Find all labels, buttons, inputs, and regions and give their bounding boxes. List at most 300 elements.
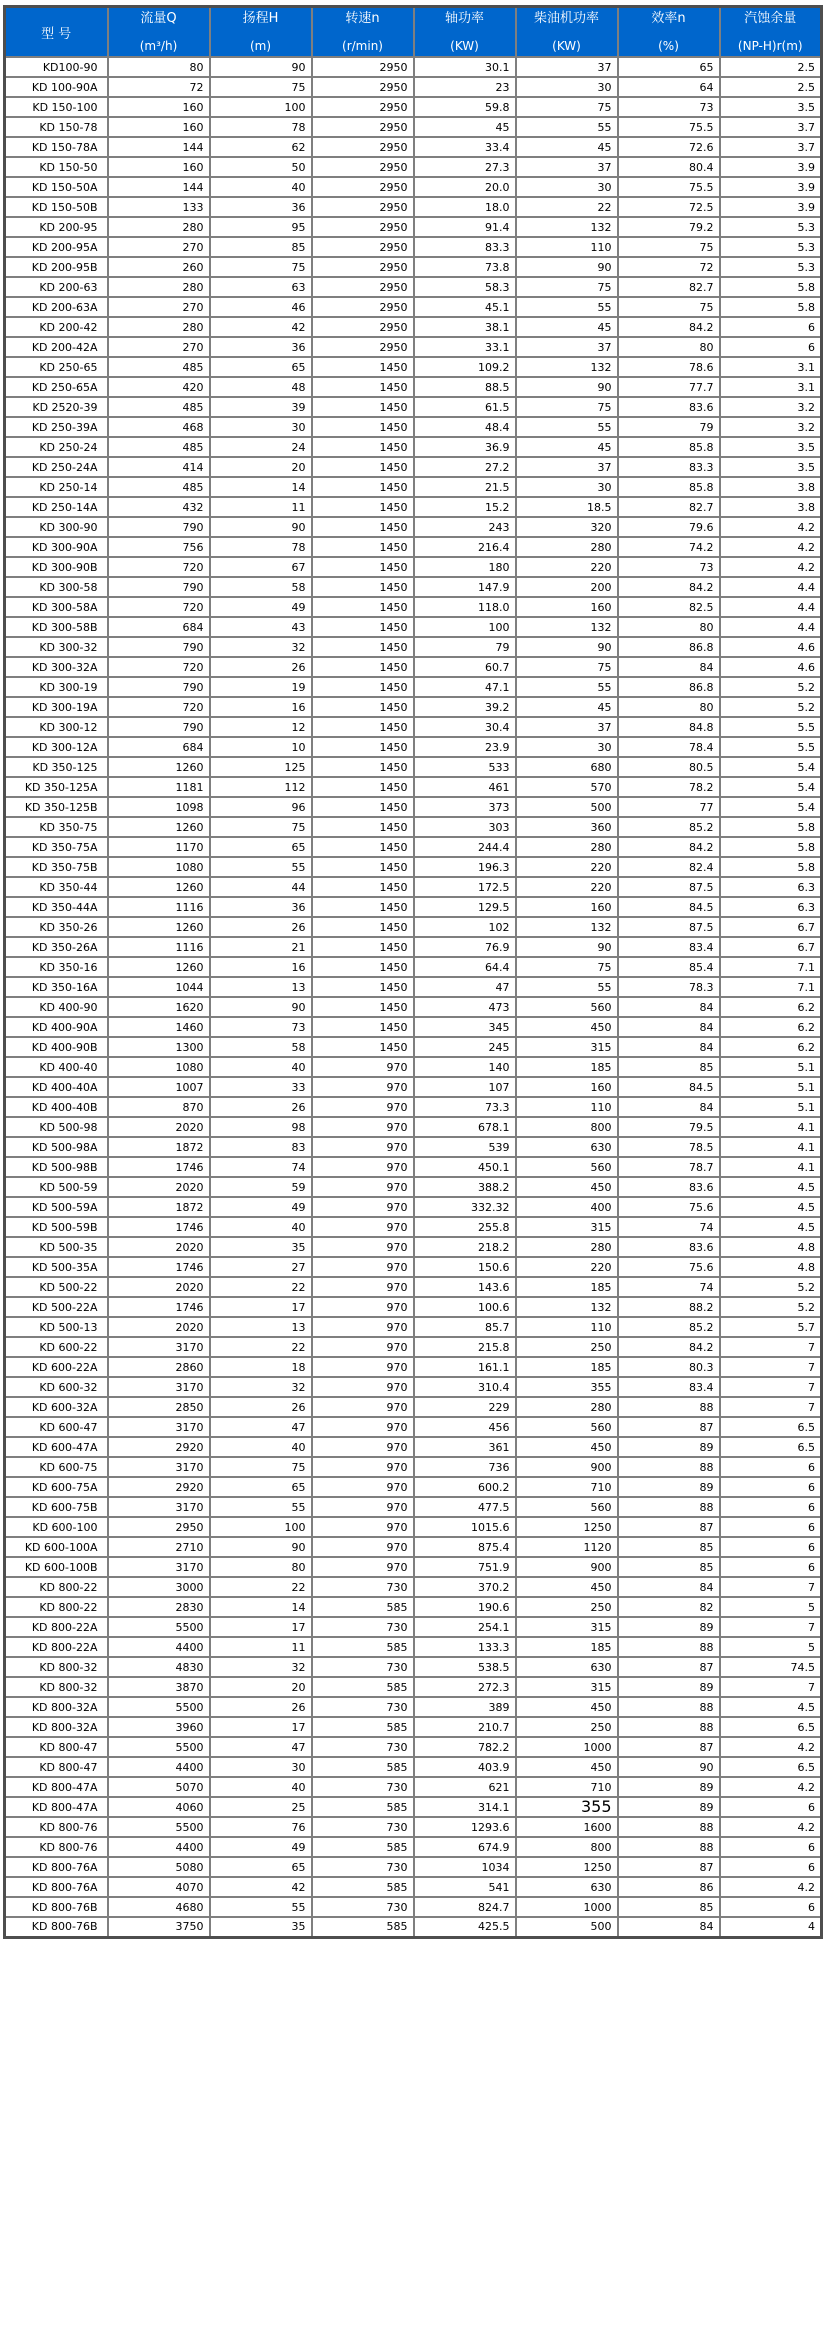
value-cell: 16 [210,957,312,977]
model-cell: KD 350-75 [5,817,108,837]
value-cell: 132 [516,357,618,377]
value-cell: 78.6 [618,357,720,377]
value-cell: 79.2 [618,217,720,237]
table-row [5,277,822,297]
value-cell: 730 [312,1777,414,1797]
value-cell: 77.7 [618,377,720,397]
value-cell: 64.4 [414,957,516,977]
table-row [5,1757,822,1777]
column-header-diesel-power-label: 柴油机功率 [533,11,599,26]
value-cell: 90 [618,1757,720,1777]
table-row [5,1777,822,1797]
value-cell: 6.5 [720,1717,822,1737]
value-cell: 970 [312,1317,414,1337]
value-cell: 1600 [516,1817,618,1837]
table-row [5,137,822,157]
value-cell: 30 [516,177,618,197]
value-cell: 74.2 [618,537,720,557]
value-cell: 420 [108,377,210,397]
value-cell: 6.2 [720,1037,822,1057]
model-cell: KD 300-90 [5,517,108,537]
model-cell: KD 800-47 [5,1737,108,1757]
value-cell: 83.3 [618,457,720,477]
column-header-shaft-power-unit: (KW) [450,39,479,53]
value-cell: 970 [312,1437,414,1457]
value-cell: 55 [210,857,312,877]
table-row [5,377,822,397]
value-cell: 1450 [312,377,414,397]
value-cell: 1872 [108,1137,210,1157]
table-row [5,697,822,717]
value-cell: 1450 [312,737,414,757]
table-row [5,1077,822,1097]
value-cell: 45 [414,117,516,137]
value-cell: 74 [618,1277,720,1297]
model-cell: KD 600-100B [5,1557,108,1577]
value-cell: 7 [720,1357,822,1377]
value-cell: 4.2 [720,1737,822,1757]
table-row [5,1337,822,1357]
value-cell: 86.8 [618,677,720,697]
value-cell: 90 [210,517,312,537]
model-cell: KD 800-47 [5,1757,108,1777]
value-cell: 40 [210,1437,312,1457]
model-cell: KD 300-32A [5,657,108,677]
value-cell: 87.5 [618,917,720,937]
value-cell: 800 [516,1837,618,1857]
value-cell: 30.4 [414,717,516,737]
value-cell: 720 [108,597,210,617]
value-cell: 539 [414,1137,516,1157]
value-cell: 3.5 [720,97,822,117]
value-cell: 140 [414,1057,516,1077]
value-cell: 83.4 [618,1377,720,1397]
value-cell: 88 [618,1457,720,1477]
value-cell: 4830 [108,1657,210,1677]
value-cell: 970 [312,1297,414,1317]
table-row [5,517,822,537]
value-cell: 970 [312,1137,414,1157]
value-cell: 5 [720,1637,822,1657]
column-header-flow-label: 流量Q [140,11,177,26]
value-cell: 47 [414,977,516,997]
value-cell: 5 [720,1597,822,1617]
value-cell: 730 [312,1657,414,1677]
value-cell: 5500 [108,1737,210,1757]
model-cell: KD 800-76B [5,1917,108,1937]
value-cell: 75 [516,957,618,977]
value-cell: 389 [414,1697,516,1717]
value-cell: 1450 [312,717,414,737]
value-cell: 1450 [312,797,414,817]
value-cell: 361 [414,1437,516,1457]
model-cell: KD 300-90B [5,557,108,577]
value-cell: 84 [618,657,720,677]
value-cell: 1181 [108,777,210,797]
value-cell: 43 [210,617,312,637]
value-cell: 1450 [312,937,414,957]
table-row [5,337,822,357]
value-cell: 250 [516,1717,618,1737]
value-cell: 6.5 [720,1757,822,1777]
value-cell: 218.2 [414,1237,516,1257]
value-cell: 3170 [108,1497,210,1517]
column-header-shaft-power-label: 轴功率 [444,11,484,26]
value-cell: 5500 [108,1817,210,1837]
value-cell: 36 [210,337,312,357]
value-cell: 100 [210,97,312,117]
value-cell: 30 [210,417,312,437]
value-cell: 73.8 [414,257,516,277]
value-cell: 85.8 [618,477,720,497]
value-cell: 4.5 [720,1197,822,1217]
value-cell: 2020 [108,1317,210,1337]
value-cell: 621 [414,1777,516,1797]
model-cell: KD 800-32A [5,1717,108,1737]
model-cell: KD 300-12A [5,737,108,757]
value-cell: 790 [108,717,210,737]
value-cell: 160 [108,117,210,137]
value-cell: 970 [312,1097,414,1117]
value-cell: 5.4 [720,757,822,777]
value-cell: 6 [720,1797,822,1817]
value-cell: 96 [210,797,312,817]
value-cell: 75 [618,297,720,317]
value-cell: 560 [516,997,618,1017]
value-cell: 160 [516,1077,618,1097]
value-cell: 585 [312,1917,414,1937]
value-cell: 4.2 [720,1817,822,1837]
value-cell: 110 [516,1097,618,1117]
value-cell: 90 [210,1537,312,1557]
table-row [5,1657,822,1677]
value-cell: 3.2 [720,417,822,437]
value-cell: 229 [414,1397,516,1417]
model-cell: KD 800-76A [5,1877,108,1897]
value-cell: 72.5 [618,197,720,217]
model-cell: KD 800-76A [5,1857,108,1877]
model-cell: KD 600-100 [5,1517,108,1537]
value-cell: 133.3 [414,1637,516,1657]
value-cell: 1044 [108,977,210,997]
value-cell: 5070 [108,1777,210,1797]
value-cell: 78.5 [618,1137,720,1157]
value-cell: 1260 [108,757,210,777]
value-cell: 84 [618,1097,720,1117]
table-row [5,1137,822,1157]
value-cell: 59.8 [414,97,516,117]
value-cell: 85.8 [618,437,720,457]
value-cell: 4.8 [720,1257,822,1277]
value-cell: 83.6 [618,1177,720,1197]
model-cell: KD 300-58 [5,577,108,597]
value-cell: 630 [516,1877,618,1897]
value-cell: 710 [516,1777,618,1797]
value-cell: 254.1 [414,1617,516,1637]
value-cell: 360 [516,817,618,837]
column-header-model [5,7,108,58]
value-cell: 85.2 [618,1317,720,1337]
value-cell: 6 [720,317,822,337]
table-row [5,1877,822,1897]
model-cell: KD 350-125A [5,777,108,797]
model-cell: KD 250-65 [5,357,108,377]
value-cell: 80 [618,337,720,357]
value-cell: 17 [210,1617,312,1637]
value-cell: 23.9 [414,737,516,757]
value-cell: 970 [312,1517,414,1537]
value-cell: 61.5 [414,397,516,417]
value-cell: 2020 [108,1237,210,1257]
value-cell: 5.8 [720,857,822,877]
value-cell: 1450 [312,857,414,877]
value-cell: 1450 [312,517,414,537]
model-cell: KD 250-24 [5,437,108,457]
value-cell: 22 [210,1337,312,1357]
value-cell: 280 [516,537,618,557]
value-cell: 75 [516,657,618,677]
value-cell: 46 [210,297,312,317]
value-cell: 720 [108,557,210,577]
value-cell: 1450 [312,557,414,577]
value-cell: 1250 [516,1517,618,1537]
value-cell: 684 [108,737,210,757]
table-row [5,357,822,377]
value-cell: 270 [108,337,210,357]
value-cell: 4 [720,1917,822,1937]
value-cell: 2920 [108,1437,210,1457]
value-cell: 109.2 [414,357,516,377]
value-cell: 730 [312,1617,414,1637]
value-cell: 450 [516,1437,618,1457]
value-cell: 403.9 [414,1757,516,1777]
value-cell: 83.6 [618,397,720,417]
value-cell: 730 [312,1857,414,1877]
table-row [5,117,822,137]
value-cell: 36 [210,897,312,917]
value-cell: 7 [720,1337,822,1357]
value-cell: 6.5 [720,1437,822,1457]
value-cell: 1450 [312,697,414,717]
value-cell: 3.9 [720,197,822,217]
table-row [5,1377,822,1397]
value-cell: 585 [312,1797,414,1817]
value-cell: 560 [516,1497,618,1517]
value-cell: 33 [210,1077,312,1097]
value-cell: 82.7 [618,497,720,517]
model-cell: KD 800-22 [5,1577,108,1597]
value-cell: 2020 [108,1117,210,1137]
value-cell: 485 [108,397,210,417]
value-cell: 5.1 [720,1097,822,1117]
value-cell: 245 [414,1037,516,1057]
value-cell: 970 [312,1557,414,1577]
table-row [5,1217,822,1237]
value-cell: 3750 [108,1917,210,1937]
value-cell: 80.3 [618,1357,720,1377]
value-cell: 4060 [108,1797,210,1817]
value-cell: 40 [210,1217,312,1237]
value-cell: 80.5 [618,757,720,777]
value-cell: 970 [312,1257,414,1277]
table-row [5,1397,822,1417]
value-cell: 2.5 [720,77,822,97]
value-cell: 1034 [414,1857,516,1877]
value-cell: 3960 [108,1717,210,1737]
value-cell: 1460 [108,1017,210,1037]
value-cell: 630 [516,1137,618,1157]
value-cell: 55 [516,117,618,137]
value-cell: 533 [414,757,516,777]
model-cell: KD 300-58B [5,617,108,637]
value-cell: 21.5 [414,477,516,497]
table-row [5,1857,822,1877]
table-row [5,1017,822,1037]
column-header-flow [108,7,210,58]
value-cell: 538.5 [414,1657,516,1677]
model-cell: KD 600-32A [5,1397,108,1417]
value-cell: 83 [210,1137,312,1157]
value-cell: 1450 [312,437,414,457]
value-cell: 47 [210,1417,312,1437]
value-cell: 82.7 [618,277,720,297]
value-cell: 3170 [108,1417,210,1437]
value-cell: 65 [210,357,312,377]
value-cell: 6 [720,1857,822,1877]
value-cell: 49 [210,1197,312,1217]
column-header-shaft-power [414,7,516,58]
model-cell: KD 300-19A [5,697,108,717]
value-cell: 1116 [108,937,210,957]
value-cell: 45 [516,697,618,717]
table-row [5,257,822,277]
value-cell: 75 [516,277,618,297]
value-cell: 98 [210,1117,312,1137]
value-cell: 450 [516,1577,618,1597]
value-cell: 55 [516,297,618,317]
model-cell: KD 350-125 [5,757,108,777]
value-cell: 5.4 [720,777,822,797]
value-cell: 47.1 [414,677,516,697]
value-cell: 4.2 [720,537,822,557]
model-cell: KD 800-76 [5,1817,108,1837]
table-row [5,1297,822,1317]
value-cell: 100 [210,1517,312,1537]
value-cell: 185 [516,1277,618,1297]
model-cell: KD 350-16 [5,957,108,977]
value-cell: 125 [210,757,312,777]
value-cell: 85.2 [618,817,720,837]
value-cell: 110 [516,1317,618,1337]
model-cell: KD 350-26A [5,937,108,957]
value-cell: 585 [312,1757,414,1777]
table-row [5,1237,822,1257]
value-cell: 900 [516,1457,618,1477]
table-row [5,777,822,797]
table-row [5,1197,822,1217]
value-cell: 310.4 [414,1377,516,1397]
value-cell: 2950 [312,257,414,277]
value-cell: 7 [720,1617,822,1637]
value-cell: 4.1 [720,1117,822,1137]
value-cell: 75 [210,817,312,837]
value-cell: 450 [516,1177,618,1197]
value-cell: 75 [210,1457,312,1477]
value-cell: 4.6 [720,657,822,677]
model-cell: KD 300-58A [5,597,108,617]
model-cell: KD100-90 [5,57,108,77]
value-cell: 73 [210,1017,312,1037]
value-cell: 1450 [312,397,414,417]
value-cell: 87 [618,1417,720,1437]
value-cell: 2710 [108,1537,210,1557]
value-cell: 751.9 [414,1557,516,1577]
model-cell: KD 200-42 [5,317,108,337]
value-cell: 1450 [312,617,414,637]
value-cell: 485 [108,357,210,377]
value-cell: 42 [210,317,312,337]
value-cell: 112 [210,777,312,797]
column-header-diesel-power [516,7,618,58]
value-cell: 84.5 [618,1077,720,1097]
table-row [5,1617,822,1637]
value-cell: 680 [516,757,618,777]
value-cell: 5.5 [720,737,822,757]
value-cell: 315 [516,1617,618,1637]
model-cell: KD 100-90A [5,77,108,97]
value-cell: 84 [618,1577,720,1597]
value-cell: 315 [516,1037,618,1057]
value-cell: 730 [312,1897,414,1917]
value-cell: 84.2 [618,317,720,337]
model-cell: KD 800-47A [5,1777,108,1797]
value-cell: 6 [720,337,822,357]
model-cell: KD 800-32 [5,1677,108,1697]
value-cell: 82.4 [618,857,720,877]
value-cell: 89 [618,1617,720,1637]
value-cell: 970 [312,1477,414,1497]
table-header [5,7,822,58]
value-cell: 800 [516,1117,618,1137]
value-cell: 72 [618,257,720,277]
value-cell: 473 [414,997,516,1017]
value-cell: 12 [210,717,312,737]
value-cell: 86 [618,1877,720,1897]
value-cell: 1260 [108,917,210,937]
model-cell: KD 150-50 [5,157,108,177]
value-cell: 30 [516,737,618,757]
value-cell: 2950 [108,1517,210,1537]
model-cell: KD 400-90 [5,997,108,1017]
table-row [5,597,822,617]
value-cell: 585 [312,1877,414,1897]
value-cell: 87 [618,1517,720,1537]
value-cell: 4.4 [720,617,822,637]
value-cell: 1098 [108,797,210,817]
value-cell: 1450 [312,877,414,897]
table-row [5,1177,822,1197]
value-cell: 1450 [312,997,414,1017]
value-cell: 45.1 [414,297,516,317]
table-row [5,217,822,237]
table-row [5,1477,822,1497]
value-cell: 73 [618,97,720,117]
value-cell: 4.2 [720,1877,822,1897]
value-cell: 4680 [108,1897,210,1917]
table-row [5,857,822,877]
value-cell: 22 [210,1577,312,1597]
value-cell: 1872 [108,1197,210,1217]
